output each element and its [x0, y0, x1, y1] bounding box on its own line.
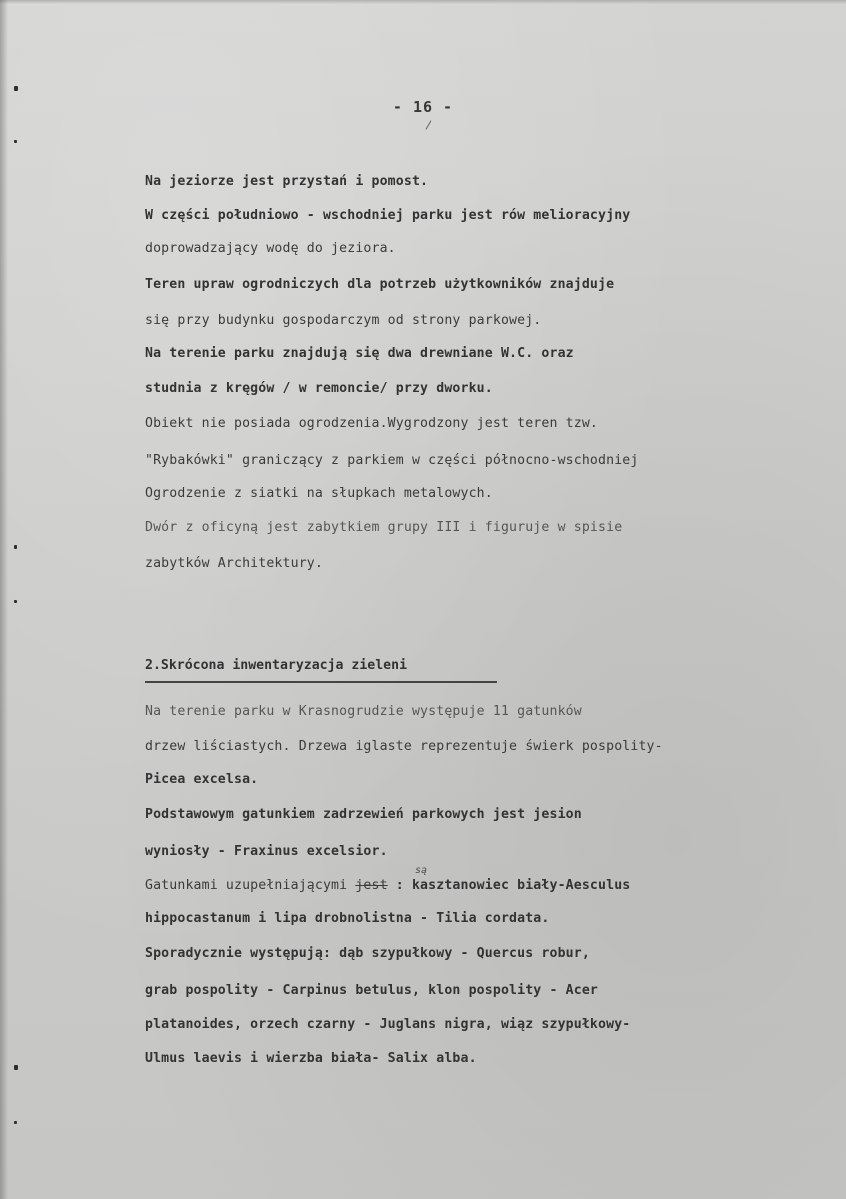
text-line: Picea excelsa. — [145, 772, 259, 787]
text-fragment: Gatunkami uzupełniającymi — [145, 878, 356, 893]
text-line: "Rybakówki" graniczący z parkiem w części północno-wschodniej — [145, 453, 639, 468]
pen-tick-mark — [426, 120, 432, 129]
text-line: Obiekt nie posiada ogrodzenia.Wygrodzony jest teren tzw. — [145, 416, 599, 431]
text-line: drzew liściastych. Drzewa iglaste reprezentuje świerk pospolity- — [145, 739, 663, 754]
binding-hole-mark — [14, 86, 18, 91]
text-line: wyniosły - Fraxinus excelsior. — [145, 844, 388, 859]
page-number: - 16 - — [392, 98, 454, 116]
handwritten-correction: są — [415, 865, 428, 876]
text-line: doprowadzający wodę do jeziora. — [145, 241, 396, 256]
text-line: Sporadycznie występują: dąb szypułkowy - Quercus robur, — [145, 946, 590, 961]
text-line-with-correction — [145, 877, 630, 895]
scan-edge-shadow — [0, 0, 8, 1199]
text-line: studnia z kręgów / w remoncie/ przy dworku. — [145, 381, 493, 396]
text-line: Dwór z oficyną jest zabytkiem grupy III i figuruje w spisie — [145, 520, 623, 535]
text-line: zabytków Architektury. — [145, 556, 323, 571]
binding-hole-mark — [14, 1065, 18, 1070]
text-line: Podstawowym gatunkiem zadrzewień parkowych jest jesion — [145, 807, 582, 822]
text-line: Ogrodzenie z siatki na słupkach metalowych. — [145, 486, 493, 501]
section-heading: 2.Skrócona inwentaryzacja zieleni — [145, 658, 408, 673]
text-fragment: : kasztanowiec biały-Aesculus — [387, 878, 631, 893]
text-line: grab pospolity - Carpinus betulus, klon pospolity - Acer — [145, 983, 599, 998]
binding-hole-mark — [14, 1121, 17, 1124]
struck-word: jest — [355, 878, 388, 893]
binding-hole-mark — [14, 600, 17, 603]
text-line: W części południowo - wschodniej parku jest rów melioracyjny — [145, 208, 631, 223]
text-line: Ulmus laevis i wierzba biała- Salix alba. — [145, 1051, 477, 1066]
text-line: hippocastanum i lipa drobnolistna - Tilia cordata. — [145, 911, 550, 926]
text-line: się przy budynku gospodarczym od strony parkowej. — [145, 313, 542, 328]
text-line: Na terenie parku w Krasnogrudzie występuje 11 gatunków — [145, 704, 582, 719]
binding-hole-mark — [14, 140, 17, 143]
text-line: Teren upraw ogrodniczych dla potrzeb użytkowników znajduje — [145, 277, 615, 292]
binding-hole-mark — [14, 545, 17, 549]
text-line: platanoides, orzech czarny - Juglans nigra, wiąz szypułkowy- — [145, 1017, 631, 1032]
text-line: Na terenie parku znajdują się dwa drewniane W.C. oraz — [145, 346, 574, 361]
heading-underline — [145, 681, 497, 683]
scan-top-shadow — [0, 0, 846, 4]
text-line: Na jeziorze jest przystań i pomost. — [145, 174, 429, 189]
